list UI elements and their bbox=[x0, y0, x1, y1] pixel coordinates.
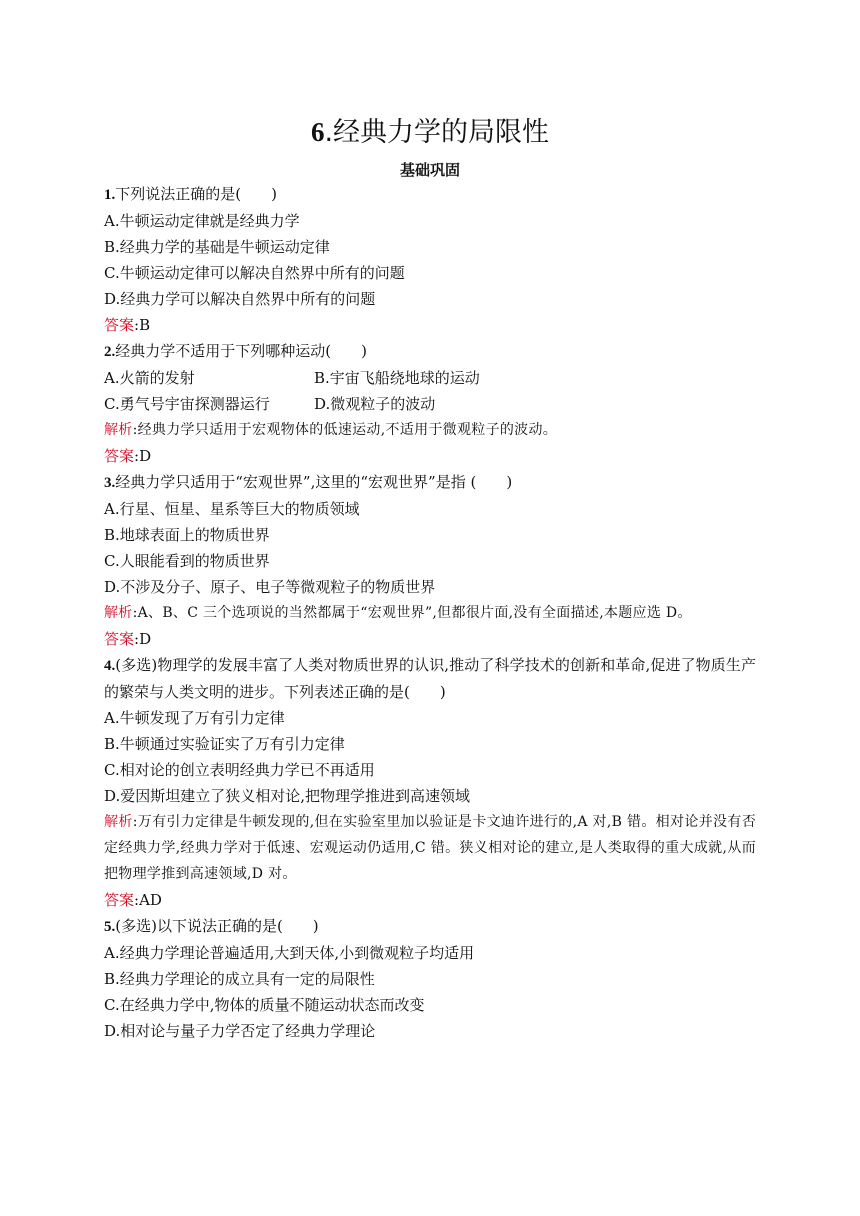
explanation: 解析:A、B、C 三个选项说的当然都属于“宏观世界”,但都很片面,没有全面描述,本题应选 D。 bbox=[104, 605, 692, 621]
question-stem: 5.(多选)以下说法正确的是( ) bbox=[104, 917, 319, 935]
option-c: C.在经典力学中,物体的质量不随运动状态而改变 bbox=[104, 996, 425, 1014]
option-a: A.牛顿发现了万有引力定律 bbox=[104, 709, 285, 727]
answer-line: 答案:D bbox=[104, 630, 152, 648]
document-page bbox=[104, 112, 756, 1044]
question-stem: 3.经典力学只适用于“宏观世界”,这里的“宏观世界”是指 ( ) bbox=[104, 473, 513, 491]
option-a: A.火箭的发射 bbox=[104, 369, 195, 387]
option-d: D.微观粒子的波动 bbox=[314, 395, 436, 413]
question-2 bbox=[104, 338, 756, 469]
section-heading: 基础巩固 bbox=[399, 161, 460, 179]
question-3 bbox=[104, 469, 756, 652]
option-b: B.地球表面上的物质世界 bbox=[104, 526, 270, 544]
answer-line: 答案:D bbox=[104, 447, 152, 465]
option-c: C.人眼能看到的物质世界 bbox=[104, 552, 270, 570]
question-1 bbox=[104, 181, 756, 338]
answer-line: 答案:AD bbox=[104, 891, 162, 909]
option-b: B.宇宙飞船绕地球的运动 bbox=[314, 369, 480, 387]
answer-line: 答案:B bbox=[104, 316, 151, 334]
option-c: C.牛顿运动定律可以解决自然界中所有的问题 bbox=[104, 264, 405, 282]
question-stem: 2.经典力学不适用于下列哪种运动( ) bbox=[104, 342, 367, 360]
option-d: D.爱因斯坦建立了狭义相对论,把物理学推进到高速领域 bbox=[104, 787, 471, 805]
question-4 bbox=[104, 652, 756, 913]
options-row-cd bbox=[104, 391, 756, 417]
option-b: B.经典力学的基础是牛顿运动定律 bbox=[104, 238, 330, 256]
option-a: A.牛顿运动定律就是经典力学 bbox=[104, 212, 300, 230]
option-c: C.相对论的创立表明经典力学已不再适用 bbox=[104, 761, 375, 779]
explanation: 解析:万有引力定律是牛顿发现的,但在实验室里加以验证是卡文迪许进行的,A 对,B 错。相对论并没有否定经典力学,经典力学对于低速、宏观运动仍适用,C 错。狭义相对论的建立,是人类取得的重大成就,从而把物理学推到高速领域,D 对。 bbox=[104, 814, 757, 882]
option-d: D.经典力学可以解决自然界中所有的问题 bbox=[104, 290, 376, 308]
option-b: B.经典力学理论的成立具有一定的局限性 bbox=[104, 970, 375, 988]
option-a: A.经典力学理论普遍适用,大到天体,小到微观粒子均适用 bbox=[104, 944, 475, 962]
option-b: B.牛顿通过实验证实了万有引力定律 bbox=[104, 735, 345, 753]
explanation: 解析:经典力学只适用于宏观物体的低速运动,不适用于微观粒子的波动。 bbox=[104, 422, 558, 438]
option-a: A.行星、恒星、星系等巨大的物质领域 bbox=[104, 500, 360, 518]
options-row-ab bbox=[104, 365, 756, 391]
option-d: D.不涉及分子、原子、电子等微观粒子的物质世界 bbox=[104, 578, 436, 596]
page-title: 6.经典力学的局限性 bbox=[310, 117, 550, 148]
question-stem: 1.下列说法正确的是( ) bbox=[104, 185, 277, 203]
option-d: D.相对论与量子力学否定了经典力学理论 bbox=[104, 1022, 376, 1040]
question-5 bbox=[104, 913, 756, 1044]
question-stem: 4.(多选)物理学的发展丰富了人类对物质世界的认识,推动了科学技术的创新和革命,促进了物质生产的繁荣与人类文明的进步。下列表述正确的是( ) bbox=[104, 656, 756, 701]
option-c: C.勇气号宇宙探测器运行 bbox=[104, 395, 270, 413]
